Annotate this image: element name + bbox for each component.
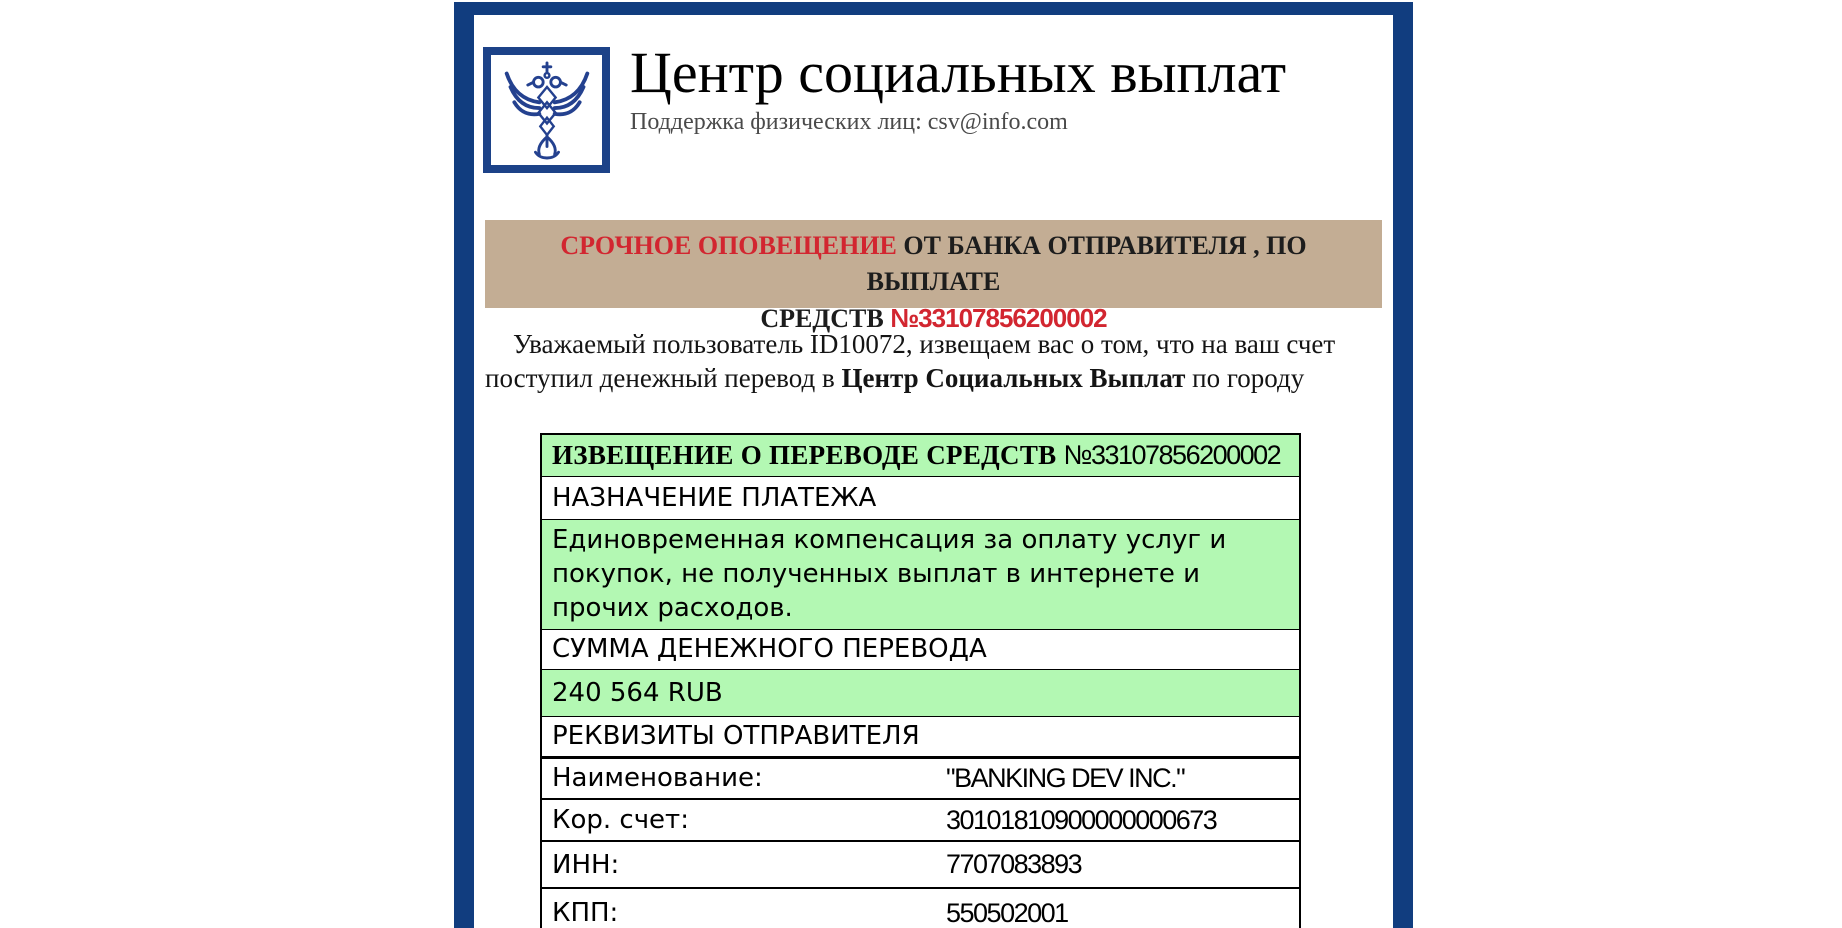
payment-purpose-value: Единовременная компенсация за оплату услуг и покупок, не полученных выплат в интернете и прочих расходов. bbox=[552, 525, 1227, 623]
amount-label: СУММА ДЕНЕЖНОГО ПЕРЕВОДА bbox=[552, 634, 987, 664]
corr-account-row bbox=[541, 799, 1300, 841]
notice-header-cell bbox=[541, 434, 1300, 476]
greeting-line2-tail: по городу bbox=[1185, 363, 1305, 393]
payment-purpose-label-row bbox=[541, 476, 1300, 519]
sender-details-label-row bbox=[541, 716, 1300, 757]
payment-purpose-label: НАЗНАЧЕНИЕ ПЛАТЕЖА bbox=[552, 482, 877, 513]
corr-account-value: 30101810900000000673 bbox=[946, 804, 1217, 835]
page-title: Центр социальных выплат bbox=[630, 40, 1287, 105]
greeting-paragraph bbox=[485, 327, 1378, 395]
sender-name-label: Наименование: bbox=[552, 763, 763, 794]
sender-details-label: РЕКВИЗИТЫ ОТПРАВИТЕЛЯ bbox=[552, 721, 920, 751]
greeting-line-2 bbox=[485, 361, 1378, 395]
kpp-label: КПП: bbox=[552, 898, 619, 928]
sender-name-row bbox=[541, 757, 1300, 799]
urgent-label: СРОЧНОЕ ОПОВЕЩЕНИЕ bbox=[560, 231, 897, 260]
corr-account-label: Кор. счет: bbox=[552, 805, 689, 835]
greeting-line2-text: поступил денежный перевод в bbox=[485, 363, 842, 393]
email-body-card bbox=[474, 15, 1393, 928]
notice-header-number: №33107856200002 bbox=[1063, 439, 1281, 470]
notice-header-title: ИЗВЕЩЕНИЕ О ПЕРЕВОДЕ СРЕДСТВ bbox=[552, 439, 1064, 470]
kpp-value: 550502001 bbox=[946, 897, 1068, 928]
transfer-number: №33107856200002 bbox=[890, 303, 1107, 333]
kpp-row bbox=[541, 888, 1300, 928]
post-logo bbox=[483, 47, 610, 173]
support-contact-line: Поддержка физических лиц: csv@info.com bbox=[630, 109, 1068, 135]
alert-line-1 bbox=[499, 228, 1368, 300]
inn-row bbox=[541, 841, 1300, 888]
transfer-notice-table bbox=[540, 433, 1301, 928]
alert-line2-prefix: СРЕДСТВ bbox=[760, 304, 891, 333]
inn-value: 7707083893 bbox=[946, 849, 1082, 879]
inn-label: ИНН: bbox=[552, 849, 620, 880]
header-text-block bbox=[630, 41, 1286, 136]
amount-value: 240 564 RUB bbox=[552, 677, 723, 708]
alert-line1-rest: ОТ БАНКА ОТПРАВИТЕЛЯ , ПО ВЫПЛАТЕ bbox=[866, 231, 1307, 296]
sender-name-value: "BANKING DEV INC." bbox=[946, 762, 1185, 793]
amount-value-row bbox=[541, 669, 1300, 716]
notice-header-row bbox=[541, 434, 1300, 476]
center-name-bold: Центр Социальных Выплат bbox=[841, 363, 1186, 393]
amount-label-row bbox=[541, 629, 1300, 669]
double-headed-eagle-icon bbox=[499, 59, 595, 161]
urgent-alert-banner bbox=[485, 220, 1382, 333]
payment-purpose-value-row bbox=[541, 519, 1300, 629]
greeting-line-1: Уважаемый пользователь ID10072, извещаем вас о том, что на ваш счет bbox=[513, 329, 1336, 359]
